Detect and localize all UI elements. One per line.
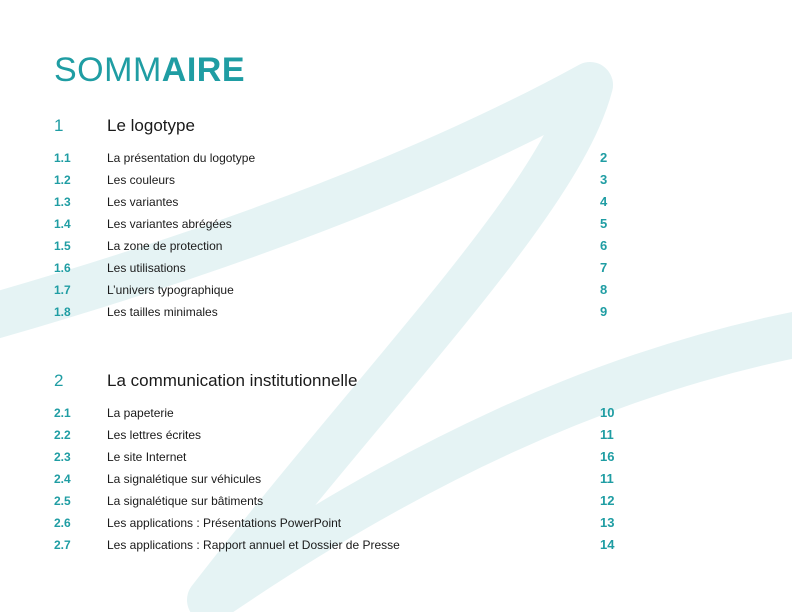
toc-item-number: 1.7: [54, 283, 71, 297]
section-number: 1: [54, 116, 64, 135]
toc-row[interactable]: [0, 237, 792, 255]
toc-row[interactable]: [0, 536, 792, 554]
toc-item-page: 9: [600, 304, 608, 319]
title-light-part: SOMM: [54, 51, 162, 89]
toc-item-page: 3: [600, 172, 608, 187]
toc-row[interactable]: [0, 492, 792, 510]
toc-row[interactable]: [0, 281, 792, 299]
toc-item-page: 16: [600, 449, 615, 464]
toc-item-label: La zone de protection: [107, 239, 223, 253]
toc-row[interactable]: [0, 149, 792, 167]
toc-item-page: 12: [600, 493, 615, 508]
toc-item-number: 2.3: [54, 450, 71, 464]
toc-item-number: 1.2: [54, 173, 71, 187]
toc-row[interactable]: [0, 514, 792, 532]
toc-item-label: Les variantes: [107, 195, 179, 209]
section-title: La communication institutionnelle: [107, 371, 358, 390]
toc-item-page: 13: [600, 515, 615, 530]
toc-item-label: Les variantes abrégées: [107, 217, 232, 231]
toc-item-label: La signalétique sur véhicules: [107, 472, 262, 486]
toc-item-number: 2.7: [54, 538, 71, 552]
toc-item-page: 11: [600, 427, 614, 442]
title-bold-part: AIRE: [161, 51, 246, 89]
toc-item-label: L’univers typographique: [107, 283, 234, 297]
toc-item-number: 1.8: [54, 305, 71, 319]
toc-item-number: 2.1: [54, 406, 71, 420]
toc-item-label: Les applications : Présentations PowerPoint: [107, 516, 342, 530]
toc-item-number: 2.2: [54, 428, 71, 442]
toc-item-page: 4: [600, 194, 608, 209]
section-title: Le logotype: [107, 116, 195, 135]
toc-item-label: La signalétique sur bâtiments: [107, 494, 264, 508]
toc-row[interactable]: [0, 470, 792, 488]
toc-item-page: 6: [600, 238, 608, 253]
toc-item-number: 2.4: [54, 472, 71, 486]
toc-item-page: 11: [600, 471, 614, 486]
toc-item-number: 1.1: [54, 151, 71, 165]
toc-item-page: 8: [600, 282, 608, 297]
toc-item-page: 2: [600, 150, 608, 165]
toc-item-page: 5: [600, 216, 608, 231]
toc-row[interactable]: [0, 259, 792, 277]
toc-item-label: Le site Internet: [107, 450, 187, 464]
toc-row[interactable]: [0, 171, 792, 189]
toc-row[interactable]: [0, 426, 792, 444]
toc-item-page: 14: [600, 537, 615, 552]
page-title: [54, 50, 245, 90]
toc-row[interactable]: [0, 448, 792, 466]
toc-row[interactable]: [0, 193, 792, 211]
toc-item-label: Les utilisations: [107, 261, 186, 275]
toc-item-page: 7: [600, 260, 608, 275]
toc-row[interactable]: [0, 215, 792, 233]
toc-item-label: Les applications : Rapport annuel et Dossier de Presse: [107, 538, 400, 552]
toc-item-label: La présentation du logotype: [107, 151, 256, 165]
toc-item-number: 1.3: [54, 195, 71, 209]
toc-item-number: 1.5: [54, 239, 71, 253]
section-number: 2: [54, 371, 64, 390]
toc-item-number: 2.6: [54, 516, 71, 530]
toc-item-page: 10: [600, 405, 615, 420]
toc-row[interactable]: [0, 404, 792, 422]
toc-item-label: Les couleurs: [107, 173, 176, 187]
toc-item-label: Les tailles minimales: [107, 305, 218, 319]
toc-item-number: 2.5: [54, 494, 71, 508]
toc-item-number: 1.6: [54, 261, 71, 275]
toc-row[interactable]: [0, 303, 792, 321]
toc-item-label: La papeterie: [107, 406, 174, 420]
toc-item-number: 1.4: [54, 217, 71, 231]
toc-item-label: Les lettres écrites: [107, 428, 202, 442]
